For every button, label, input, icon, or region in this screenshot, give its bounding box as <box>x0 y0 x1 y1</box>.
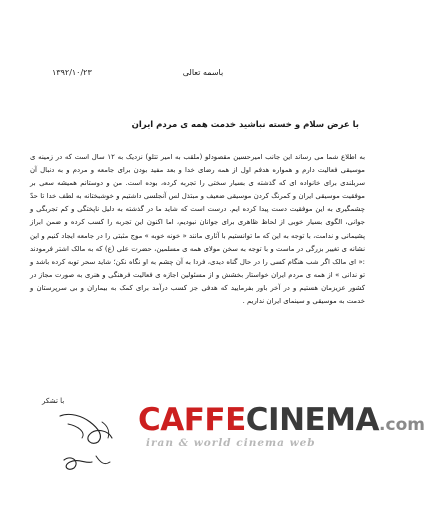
letter-body: به اطلاع شما می رساند این جانب امیرحسین مقصودلو (ملقب به امیر تتلو) نزدیک به ۱۲ سال است که در زمینه ی موسیقی فعالیت دارم و همواره هدفم اول از همه رضای خدا و بعد مفید بودن برای جامعه و مردم و به دنبال آن سربلندی برای خانواده ای که گذشته ی بسیار سختی را تجربه کرده، بوده است. من و دوستانم همیشه سعی بر موفقیت موسیقی ایران و کمرنگ کردن موسیقی ضعیف و مبتذل لس آنجلسی داشتیم و خوشبختانه به لطف خدا تا حدّ چشمگیری به این موفقیت دست پیدا کرده ایم. درست است که شاید ما در گذشته به دلیل ناپختگی و کم تجربگی و جوانی، الگوی بسیار خوبی از لحاظ ظاهری برای جوانان نبودیم، اما اکنون این تجربه را کسب کرده و ضمن ابراز پشیمانی و ندامت، با توجه به این که ما توانستیم با آثاری مانند « خونه خوبه » موج مثبتی را در جامعه ایجاد کنیم و این نشانه ی تغییر بزرگی در ماست و با توجه به سخن مولای همه ی مسلمین، حضرت علی (ع) که به مالک اشتر فرمودند :« ای مالک اگر شب هنگام کسی را در حال گناه دیدی، فردا به آن چشم به او نگاه نکن؛ شاید سحر توبه کرده باشد و تو ندانی » از همه ی مردم ایران خواستار بخشش و از مسئولین اجازه ی فعالیت فرهنگی و هنری به صورت مجاز در کشور عزیزمان هستیم و در آخر باور بفرمایید که هدفی جز کسب درآمد برای کمک به بیماران و بی سرپرستان و خدمت به موسیقی و سینمای ایران نداریم . <box>30 153 365 306</box>
caffecinema-watermark <box>138 402 425 455</box>
handwritten-signature <box>38 402 138 482</box>
watermark-domain: .com <box>379 415 425 435</box>
watermark-tagline: iran & world cinema web <box>146 437 316 449</box>
letter-date: ۱۳۹۲/۱۰/۲۳ <box>52 68 92 77</box>
watermark-caffe: CAFFE <box>138 402 246 438</box>
letter-greeting: با عرض سلام و خسته نباشید خدمت همه ی مردم ایران <box>131 120 359 130</box>
watermark-cinema: CINEMA <box>245 402 380 438</box>
letter-closing: با تشکر <box>42 397 65 405</box>
letter-header-title: باسمه تعالی <box>182 68 224 77</box>
